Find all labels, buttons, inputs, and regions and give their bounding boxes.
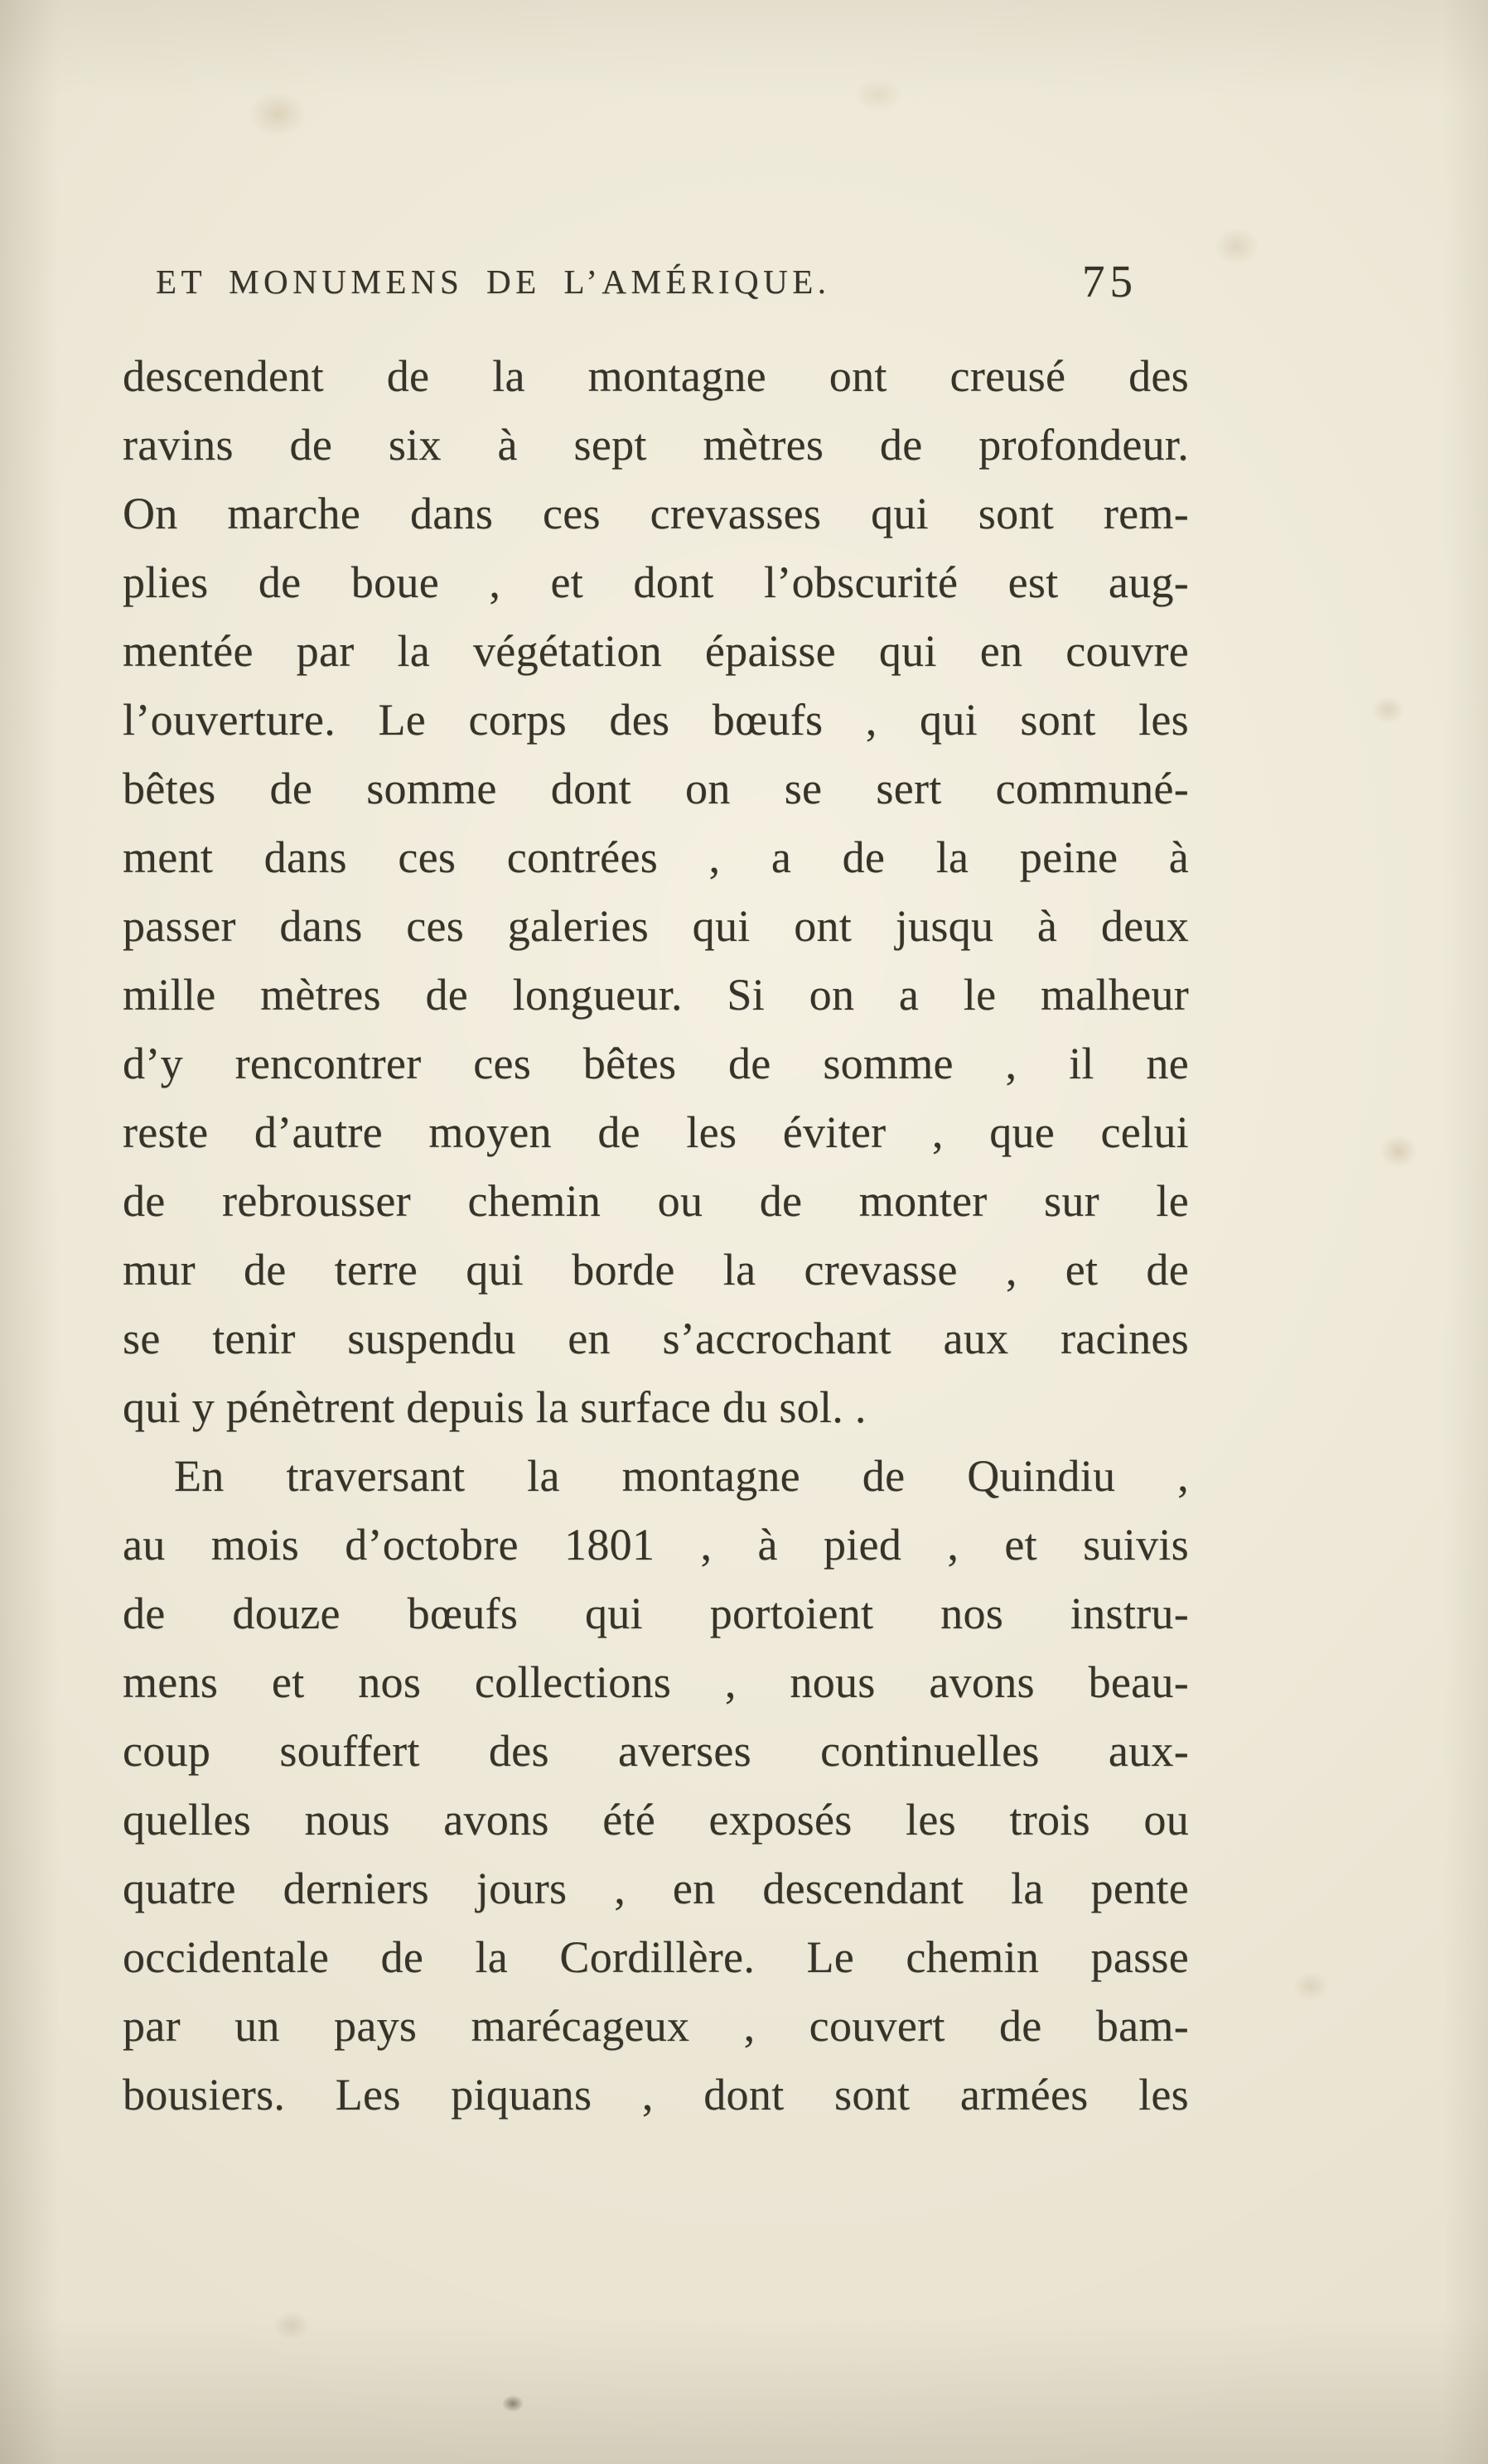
- text-line: mentée par la végétation épaisse qui en couvre: [123, 626, 1189, 676]
- text-line: ment dans ces contrées , a de la peine à: [123, 832, 1189, 882]
- text-line: mille mètres de longueur. Si on a le malheur: [123, 970, 1189, 1020]
- page-header: [123, 255, 1189, 313]
- text-line: mens et nos collections , nous avons beau-: [123, 1657, 1189, 1707]
- text-line: On marche dans ces crevasses qui sont rem-: [123, 489, 1189, 538]
- text-line: bousiers. Les piquans , dont sont armées les: [123, 2070, 1189, 2119]
- paper-stain: [1379, 1135, 1418, 1168]
- text-line: quelles nous avons été exposés les trois ou: [123, 1795, 1189, 1844]
- running-title: ET MONUMENS DE L’AMÉRIQUE.: [156, 263, 831, 301]
- text-line: bêtes de somme dont on se sert communé-: [123, 764, 1189, 813]
- text-line-paragraph-end: qui y pénètrent depuis la surface du sol. .: [123, 1382, 867, 1432]
- text-line: au mois d’octobre 1801 , à pied , et suivis: [123, 1520, 1189, 1570]
- text-line: mur de terre qui borde la crevasse , et de: [123, 1245, 1189, 1295]
- paper-stain: [853, 79, 903, 112]
- text-line: par un pays marécageux , couvert de bam-: [123, 2001, 1189, 2051]
- text-line: d’y rencontrer ces bêtes de somme , il ne: [123, 1039, 1189, 1088]
- paper-stain: [273, 2311, 310, 2341]
- page-number: 75: [1082, 256, 1138, 306]
- text-line: occidentale de la Cordillère. Le chemin passe: [123, 1932, 1189, 1982]
- text-line: passer dans ces galeries qui ont jusqu à deux: [123, 901, 1189, 951]
- text-line: se tenir suspendu en s’accrochant aux racines: [123, 1314, 1189, 1363]
- text-line: de rebrousser chemin ou de monter sur le: [123, 1176, 1189, 1226]
- text-line: reste d’autre moyen de les éviter , que celui: [123, 1107, 1189, 1157]
- ink-blot: [502, 2395, 524, 2412]
- text-line: ravins de six à sept mètres de profondeur.: [123, 420, 1189, 470]
- paper-stain: [1214, 228, 1259, 265]
- text-line: de douze bœufs qui portoient nos instru-: [123, 1589, 1189, 1638]
- text-line: l’ouverture. Le corps des bœufs , qui sont les: [123, 695, 1189, 745]
- paper-stain: [1371, 696, 1404, 724]
- text-line: plies de boue , et dont l’obscurité est aug-: [123, 557, 1189, 607]
- body-text: [123, 342, 1189, 2129]
- text-line-paragraph-start: En traversant la montagne de Quindiu ,: [174, 1451, 1189, 1501]
- paper-stain: [249, 91, 307, 137]
- paper-stain: [1292, 1971, 1329, 2001]
- text-line: coup souffert des averses continuelles aux-: [123, 1726, 1189, 1776]
- text-line: quatre derniers jours , en descendant la pente: [123, 1864, 1189, 1913]
- text-line: descendent de la montagne ont creusé des: [123, 351, 1189, 401]
